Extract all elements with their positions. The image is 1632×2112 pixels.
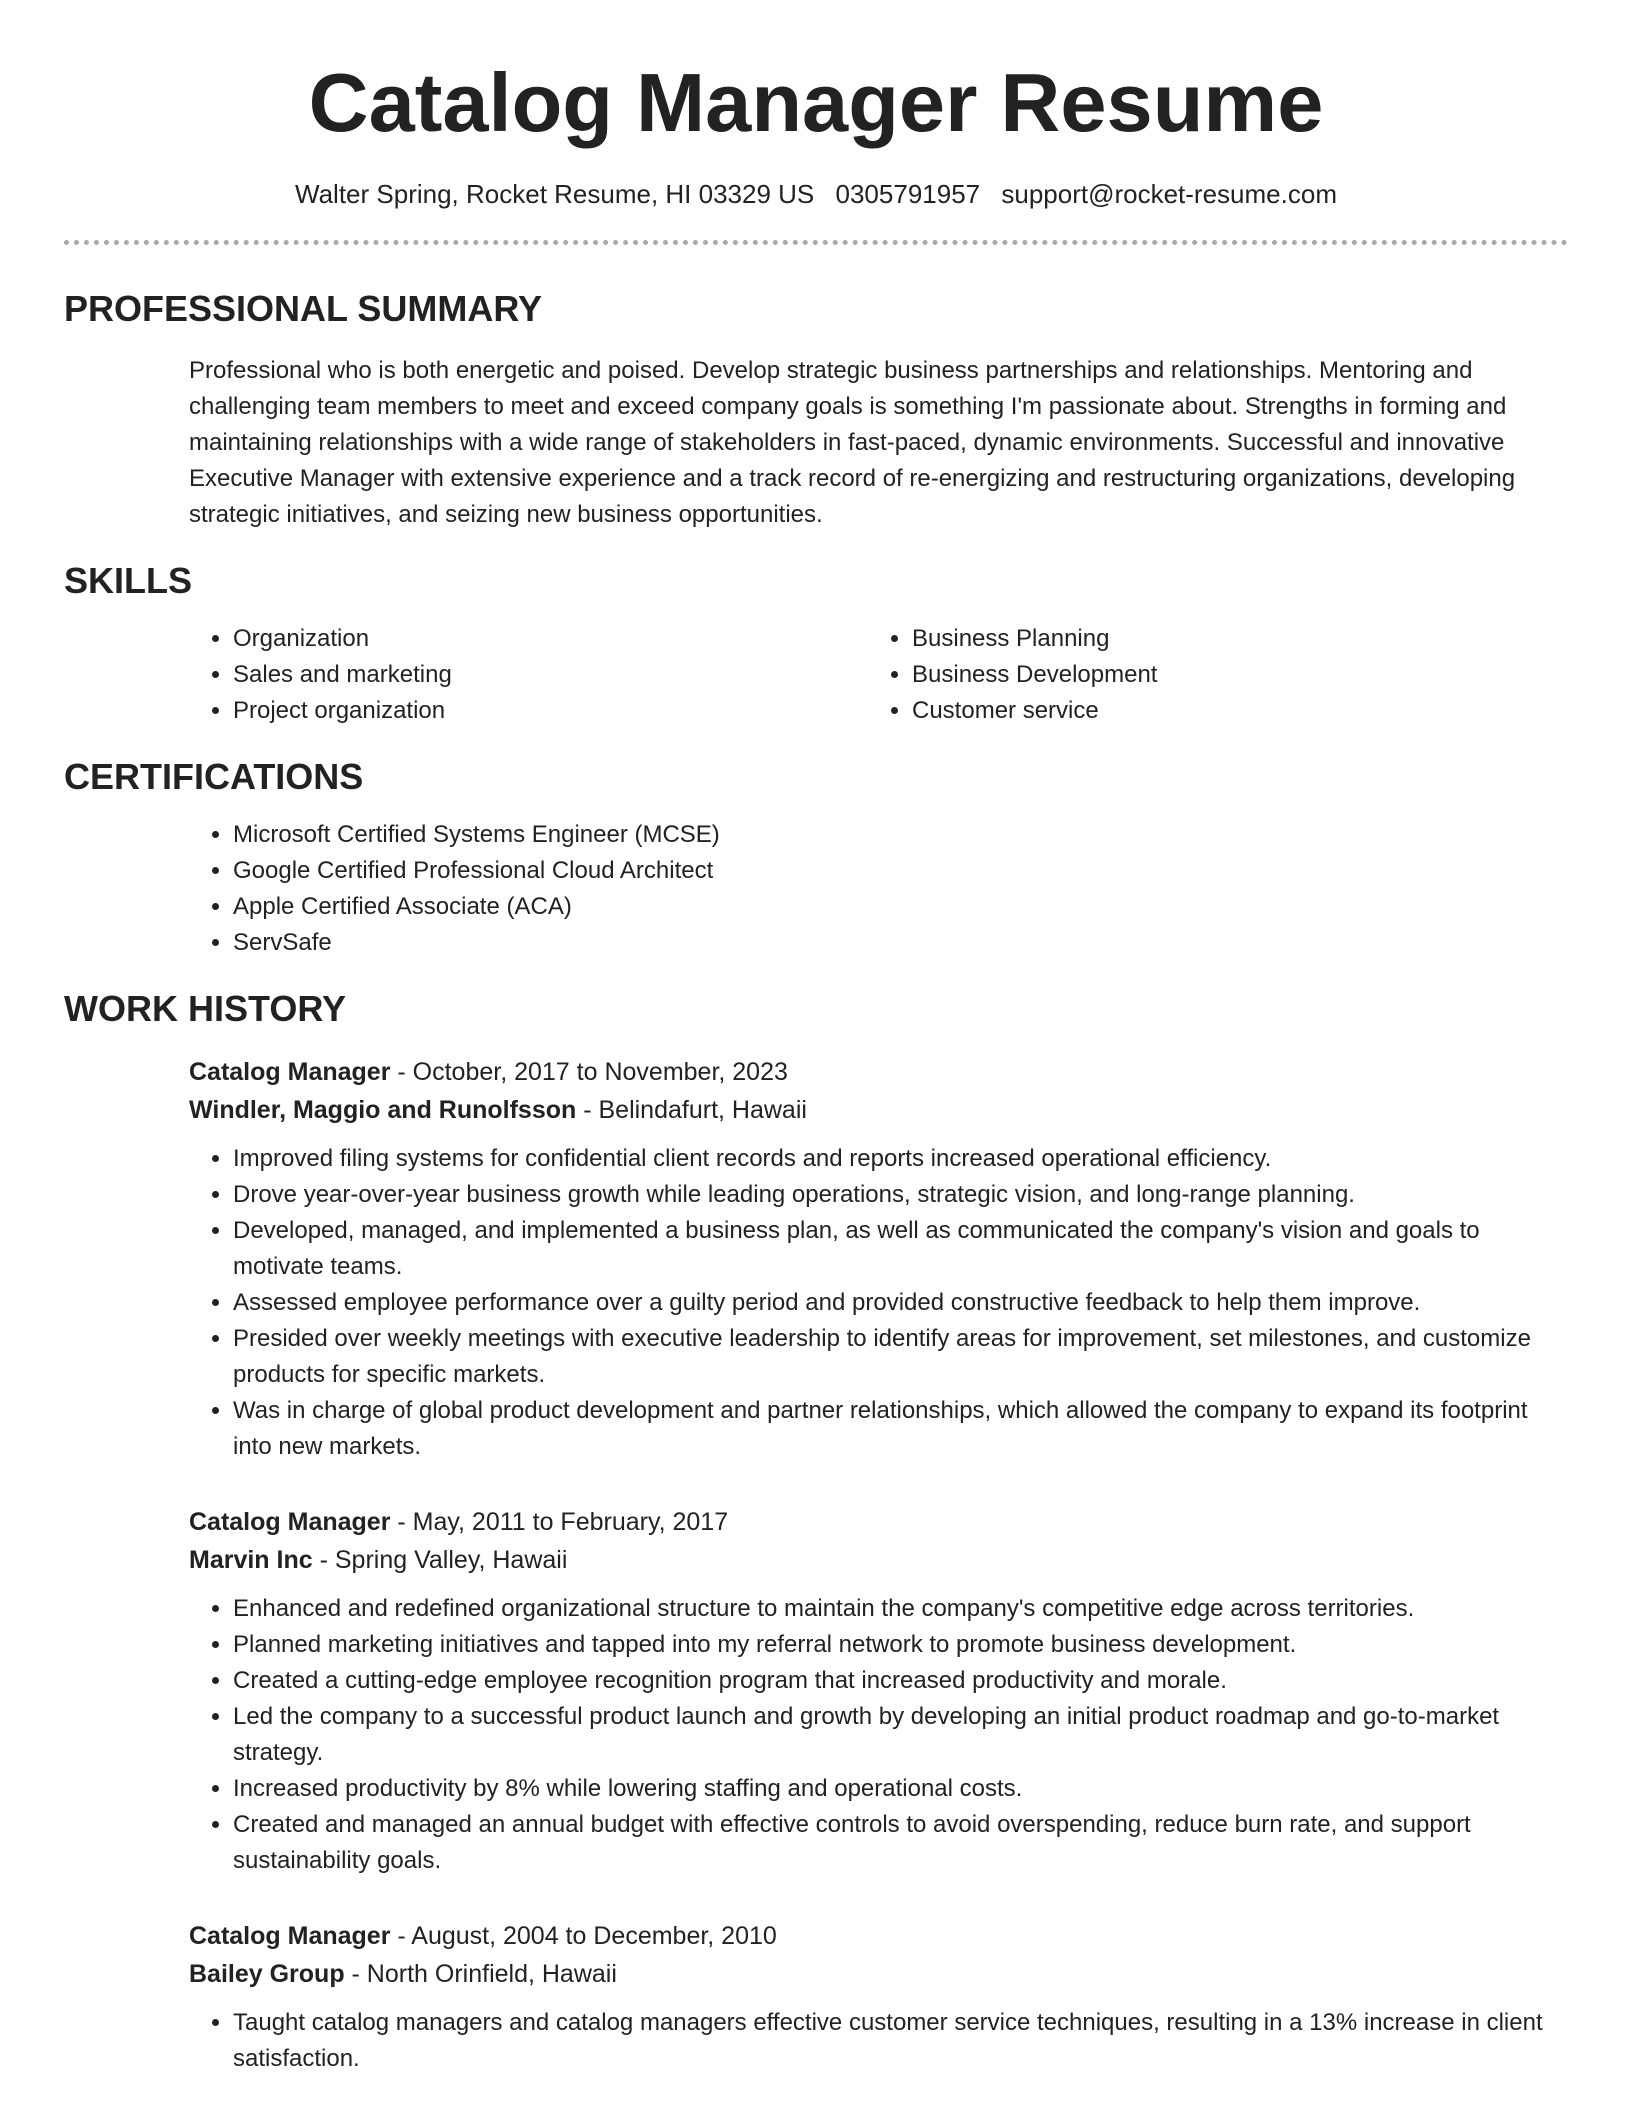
summary-text: Professional who is both energetic and poised. Develop strategic business partnerships and relationships. Mentoring and challenging team members to meet and exceed company goals is something I'm passionate about. Strengths in forming and maintaining relationships with a wide range of stakeholders in fast-paced, dynamic environments. Successful and innovative Executive Manager with extensive experience and a track record of re-energizing and restructuring organizations, developing strategic initiatives, and seizing new business opportunities. — [189, 357, 1516, 528]
work-history-heading: WORK HISTORY — [64, 988, 347, 1029]
skills-heading: SKILLS — [64, 560, 193, 601]
job-company-line — [189, 1955, 1568, 1993]
job-location: - Belindafurt, Hawaii — [576, 1096, 807, 1124]
job-bullet: • Improved filing systems for confidential client records and reports increased operational efficiency. — [233, 1141, 1568, 1177]
job-bullets — [189, 1141, 1568, 1465]
contact-line — [64, 178, 1568, 210]
summary-heading: PROFESSIONAL SUMMARY — [64, 288, 543, 329]
job-bullet: • Enhanced and redefined organizational structure to maintain the company's competitive edge across territories. — [233, 1591, 1568, 1627]
job-bullet: • Led the company to a successful product launch and growth by developing an initial product roadmap and go-to-market strategy. — [233, 1699, 1568, 1771]
header-divider — [64, 240, 1568, 245]
skill-item: • Business Development — [912, 657, 1547, 693]
job-bullets — [189, 1591, 1568, 1879]
job-bullet: • Assessed employee performance over a guilty period and provided constructive feedback to help them improve. — [233, 1285, 1568, 1321]
job-title-line — [189, 1053, 1568, 1091]
job-company-line — [189, 1091, 1568, 1129]
job-bullet: • Developed, managed, and implemented a business plan, as well as communicated the company's vision and goals to motivate teams. — [233, 1213, 1568, 1285]
job-bullet: • Created a cutting-edge employee recognition program that increased productivity and morale. — [233, 1663, 1568, 1699]
job-location: - Spring Valley, Hawaii — [312, 1546, 568, 1574]
contact-phone: 0305791957 — [835, 179, 981, 209]
job-location: - North Orinfield, Hawaii — [344, 1960, 617, 1988]
job-title-line — [189, 1917, 1568, 1955]
skill-item: • Customer service — [912, 693, 1547, 729]
job-bullet: • Created and managed an annual budget with effective controls to avoid overspending, reduce burn rate, and support sustainability goals. — [233, 1807, 1568, 1879]
job-bullets — [189, 2005, 1568, 2077]
job-title: Catalog Manager — [189, 1922, 391, 1950]
job-dates: - August, 2004 to December, 2010 — [390, 1922, 777, 1950]
job-entry — [189, 1917, 1568, 2077]
certifications-list — [189, 817, 1568, 961]
certification-item: • Google Certified Professional Cloud Architect — [233, 853, 1568, 889]
job-title: Catalog Manager — [189, 1058, 391, 1086]
skills-column-right — [868, 621, 1547, 729]
job-bullet: • Taught catalog managers and catalog managers effective customer service techniques, resulting in a 13% increase in client satisfaction. — [233, 2005, 1568, 2077]
certification-item: • Microsoft Certified Systems Engineer (MCSE) — [233, 817, 1568, 853]
job-bullet: • Planned marketing initiatives and tapped into my referral network to promote business development. — [233, 1627, 1568, 1663]
job-title-line — [189, 1503, 1568, 1541]
contact-email: support@rocket-resume.com — [1001, 179, 1337, 209]
job-bullet: • Increased productivity by 8% while lowering staffing and operational costs. — [233, 1771, 1568, 1807]
job-dates: - May, 2011 to February, 2017 — [390, 1508, 729, 1536]
contact-address: Walter Spring, Rocket Resume, HI 03329 US — [295, 179, 815, 209]
job-company: Windler, Maggio and Runolfsson — [189, 1096, 577, 1124]
job-dates: - October, 2017 to November, 2023 — [390, 1058, 788, 1086]
job-bullet: • Presided over weekly meetings with executive leadership to identify areas for improvement, set milestones, and customize products for specific markets. — [233, 1321, 1568, 1393]
page-title: Catalog Manager Resume — [308, 56, 1324, 149]
job-company: Bailey Group — [189, 1960, 345, 1988]
skill-item: • Business Planning — [912, 621, 1547, 657]
certifications-heading: CERTIFICATIONS — [64, 756, 364, 797]
skills-list — [189, 621, 1568, 729]
certification-item: • Apple Certified Associate (ACA) — [233, 889, 1568, 925]
job-company-line — [189, 1541, 1568, 1579]
skill-item: • Sales and marketing — [233, 657, 868, 693]
certification-item: • ServSafe — [233, 925, 1568, 961]
job-title: Catalog Manager — [189, 1508, 391, 1536]
skill-item: • Project organization — [233, 693, 868, 729]
job-bullet: • Drove year-over-year business growth while leading operations, strategic vision, and long-range planning. — [233, 1177, 1568, 1213]
job-entry — [189, 1503, 1568, 1879]
job-company: Marvin Inc — [189, 1546, 313, 1574]
skills-column-left — [189, 621, 868, 729]
job-bullet: • Was in charge of global product development and partner relationships, which allowed the company to expand its footprint into new markets. — [233, 1393, 1568, 1465]
skill-item: • Organization — [233, 621, 868, 657]
job-entry — [189, 1053, 1568, 1465]
